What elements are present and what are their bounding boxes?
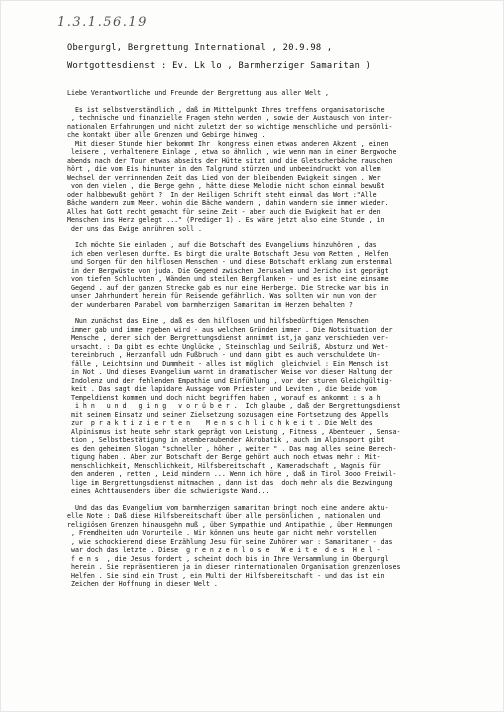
text-line: , wie schockierend diese Erzählung Jesu für seine Zuhörer war : Samaritaner - das <box>67 537 393 546</box>
text-line: von tiefen Schluchten , Wänden und steilen Bergflanken - und es ist eine einsame <box>67 275 389 283</box>
text-line: Mit dieser Stunde hier bekommt Ihr kongress einen etwas anderen Akzent , einen <box>67 139 389 148</box>
text-line: der uns das Ewige anrühren soll . <box>67 224 202 233</box>
text-line: und Sorgen für den hilflosen Menschen - und diese Botschaft erklang zum erstenmal <box>67 258 393 266</box>
text-line: Mensche , derer sich der Bergrettungsdienst annimmt ist,ja ganz verschieden ver- <box>67 334 389 342</box>
text-line: abends nach der Tour etwas abseits der Hütte sitzt und die Gletscherbäche rauschen <box>67 156 393 165</box>
text-line: keit . Das sagt die lapidare Aussage vom Priester und Leviten , die beide vom <box>67 385 377 393</box>
text-line: religiösen Grenzen hinausgehn muß , über Sympathie und Antipathie , über Hemmungen <box>67 520 393 529</box>
text-line: leisere , verhaltenere Einlage , etwa so ähnlich , wie wenn man in einer Bergwoche <box>67 148 397 156</box>
text-line: es den geheimen Slogan "schneller , höher , weiter " . Das mag alles seine Berech- <box>67 444 397 453</box>
text-line: f e n s , die Jesus fordert , scheint doch bis in Ihre Versammlung in Obergurgl <box>67 554 389 563</box>
text-line: i h n u n d g i n g v o r ü b e r . Ich glaube , daß der Bergrettungsdienst <box>67 402 401 410</box>
text-line: menschlichkeit, Menschlichkeit, Hilfsbereitschaft , Kameradschaft , Wagnis für <box>67 461 381 470</box>
text-line: Wechsel der verrinnenden Zeit das Lied von der bleibenden Ewigkeit singen . Wer <box>67 173 381 182</box>
text-line: , Fremdheiten udn Vorurteile . Wir können uns heute gar nicht mehr vorstellen <box>67 529 377 537</box>
text-line: Bäche wandern zum Meer. wohin die Bäche wandern , dahin wandern sie immer wieder. <box>67 199 389 207</box>
paragraph <box>67 89 491 98</box>
text-line: herein . Sie repräsentieren ja in dieser rinternationalen Organisation grenzenloses <box>67 563 401 571</box>
paragraph <box>67 317 491 496</box>
text-line: lige im Bergrettungsdienst mitmachen , dann ist das doch mehr als die Bezwingung <box>67 478 393 487</box>
text-line: Nun zunächst das Eine , daß es den hilflosen und hilfsbedürftigen Menschen <box>67 317 369 325</box>
text-line: elle Note : Daß diese Hilfsbereitschaft über alle persönlichen , nationalen und <box>67 512 381 520</box>
text-line: ich eben verlesen durfte. Es birgt die uralte Botschaft Jesu vom Retten , Helfen <box>67 249 389 258</box>
text-line: ursacht. : Da gibt es echte Unglücke , Steinschlag und Seilriß, Absturz und Wet- <box>67 342 389 351</box>
text-line: in Not . Und dieses Evangelium warnt in dramatischer Weise vor dieser Haltung der <box>67 368 393 376</box>
text-line: Und das das Evangelium vom barmherzigen samaritan bringt noch eine andere aktu- <box>67 503 389 512</box>
text-line: Liebe Verantwortliche und Freunde der Bergrettung aus aller Welt , <box>67 89 330 97</box>
text-line: Helfen . Sie sind ein Trust , ein Multi der Hilfsbereitschaft - und das ist ein <box>67 571 385 580</box>
text-line: in der Bergwüste von juda. Die Gegend zwischen Jerusalem und Jericho ist geprägt <box>67 266 389 275</box>
header-service-title: Wortgottesdienst : Ev. Lk lo , Barmherziger Samaritan ) <box>67 61 372 71</box>
text-line: war doch das letzte . Diese g r e n z e n l o s e W e i t e d e s H e l - <box>67 546 381 554</box>
text-line: hört , die vom Eis hinunter in den Talgrund stürzen und unbeeindruckt von allem <box>67 165 381 173</box>
text-line: fälle , Leichtsinn und Dummheit - alles ist möglich gleichviel : Ein Mensch ist <box>67 359 389 368</box>
text-line: mit seinem Einsatz und seiner Zielsetzung sozusagen eine Fortsetzung des Appells <box>67 410 389 419</box>
text-line: zur p r a k t i z i e r t e n M e n s c h l i c h k e i t . Die Welt des <box>67 419 373 427</box>
text-line: unser Jahrhundert herein für Reisende gefährlich. Was sollten wir nun von der <box>67 292 377 300</box>
text-line: Menschen ins Herz gelegt ..." (Prediger 1) . Es wäre jetzt also eine Stunde , in <box>67 216 385 224</box>
text-line: Gegend . auf der ganzen Strecke gab es nur eine Herberge. Die Strecke war bis in <box>67 283 389 292</box>
text-line: der wunderbaren Parabel vom barmherzigen Samaritan im Herzen behalten ? <box>67 300 353 309</box>
text-line: Alpinismus ist heute sehr stark geprägt von Leistung , Fitness , Abenteuer , Sensa- <box>67 427 401 436</box>
text-line: von den vielen , die Berge gehn , hätte diese Melodie nicht schon einmal bewußt <box>67 182 385 190</box>
text-line: che kontakt über alle Grenzen und Gebirge hinweg . <box>67 131 266 139</box>
text-line: oder halbbewußt gehört ? In der Heiligen Schrift steht einmal das Wort :"Alle <box>67 190 377 199</box>
text-line: eines Achttausenders über die schwierigste Wand... <box>67 487 270 495</box>
text-line: nationalen Erfahrungen und nicht zuletzt der so wichtige menschliche und persönli- <box>67 122 393 131</box>
text-line: immer gab und imme rgeben wird - aus welchen Gründen immer . Die Notsituation der <box>67 325 393 334</box>
text-line: Tempeldienst kommen und doch nicht begriffen haben , worauf es ankommt : s a h <box>67 393 381 402</box>
text-line: Es ist selbstverständlich , daß im Mittelpunkt Ihres treffens organisatorische <box>67 105 385 114</box>
header-place-date: Obergurgl, Bergrettung International , 20.9.98 , <box>67 43 333 53</box>
text-line: den anderen , retten , Leid mindern ... Wenn ich höre , daß in Tirol 3ooo Freiwil- <box>67 470 397 478</box>
text-line: tereinbruch , Herzanfall udn Fußbruch - und dann gibt es auch verschuldete Un- <box>67 351 381 359</box>
paragraph <box>67 504 491 589</box>
text-line: tion , Selbstbestätigung in atemberaubender Akrobatik , auch im Alpinsport gibt <box>67 436 385 444</box>
paragraph <box>67 241 491 309</box>
archive-number-handwritten: 1.3.1.56.19 <box>57 15 148 30</box>
text-line: , technische und finanzielle Fragen stehn werden , sowie der Austausch von inter- <box>67 114 393 122</box>
text-line: tigung haben . Aber zur Botschaft der Berge gehört auch noch etwas mehr : Mit- <box>67 453 381 461</box>
text-line: Indolenz und der fehlenden Empathie und Einfühlung , vor der sturen Gleichgültig- <box>67 376 393 385</box>
document-body <box>67 89 491 589</box>
text-line: Ich möchte Sie einladen , auf die Botschaft des Evangeliums hinzuhören , das <box>67 241 377 249</box>
text-line: Alles hat Gott recht gemacht für seine Zeit - aber auch die Ewigkeit hat er den <box>67 207 381 216</box>
paragraph <box>67 106 491 234</box>
text-line: Zeichen der Hoffnung in dieser Welt . <box>67 580 218 588</box>
